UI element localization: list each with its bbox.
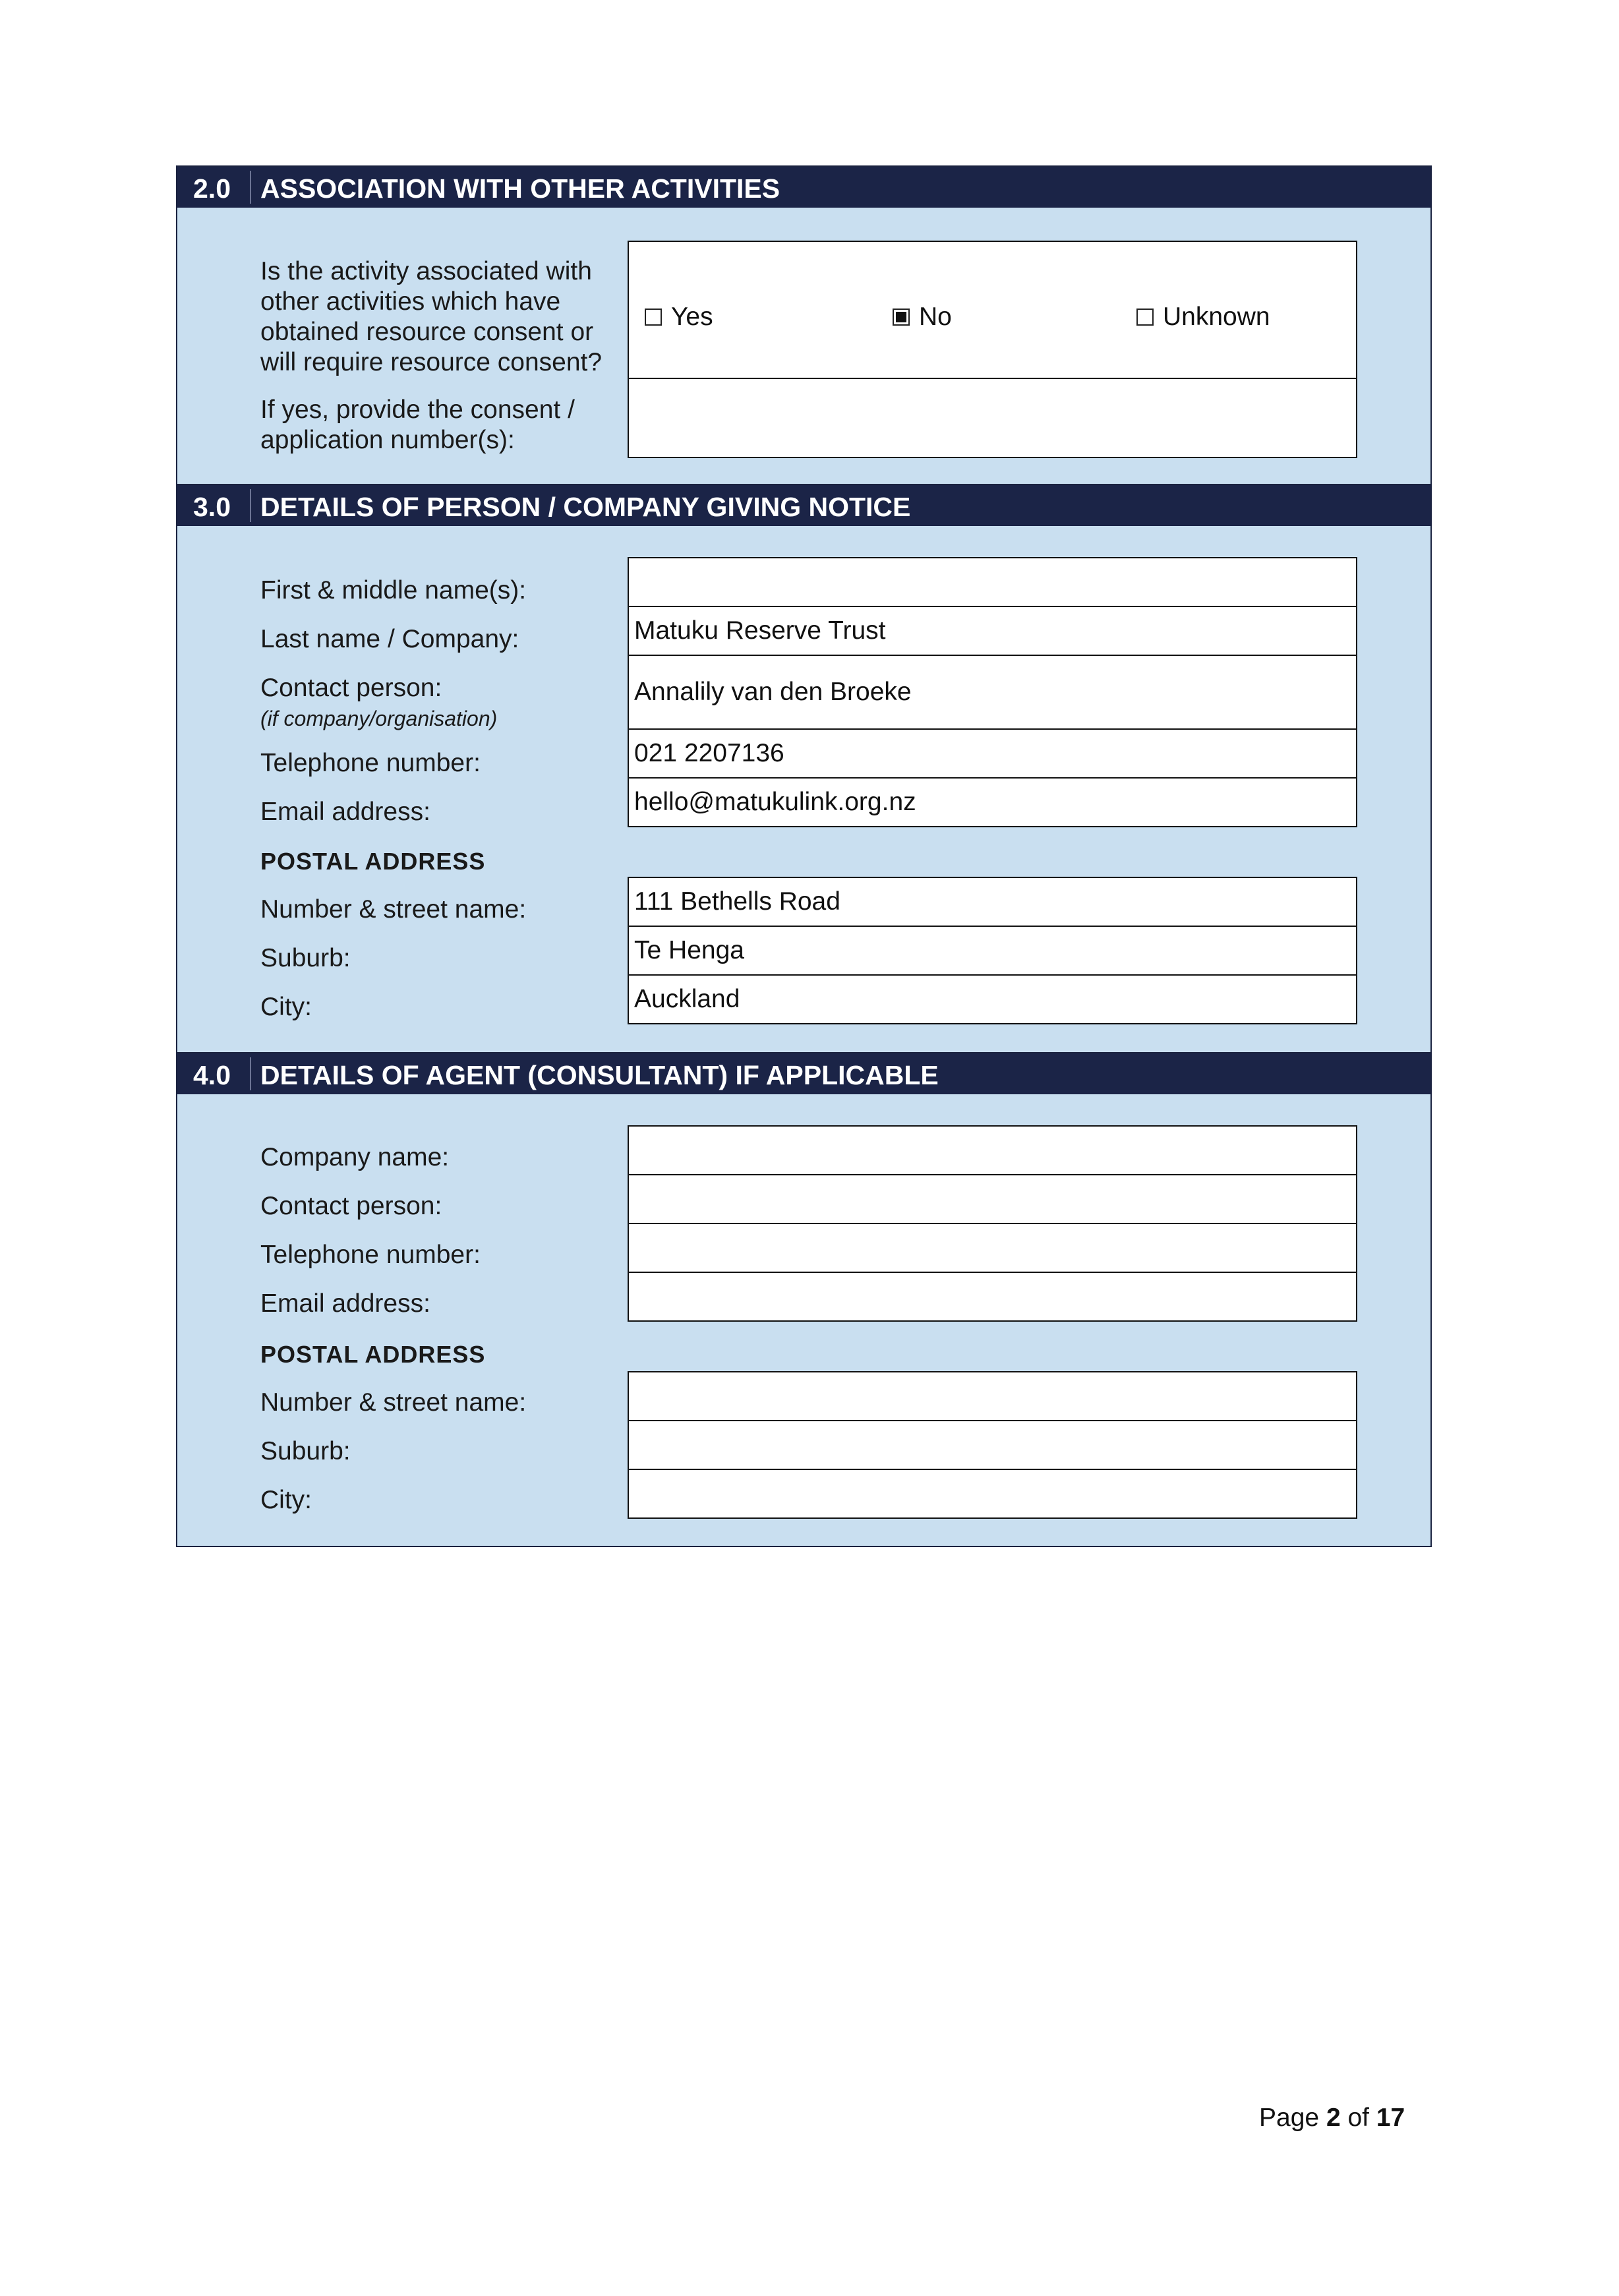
contact-person-label xyxy=(260,674,497,731)
telephone-field[interactable] xyxy=(628,1223,1357,1273)
suburb-field[interactable]: Te Henga xyxy=(628,926,1357,976)
telephone-label: Telephone number: xyxy=(260,749,481,777)
page-prefix: Page xyxy=(1259,2104,1320,2132)
association-options-box xyxy=(628,241,1357,458)
page-current: 2 xyxy=(1326,2104,1341,2132)
email-label: Email address: xyxy=(260,798,430,826)
page-total: 17 xyxy=(1376,2104,1405,2132)
email-label: Email address: xyxy=(260,1289,430,1318)
checkbox-yes[interactable] xyxy=(645,309,662,326)
section-association xyxy=(176,165,1432,485)
street-field[interactable] xyxy=(628,1371,1357,1421)
question-line: Is the activity associated with xyxy=(260,257,592,285)
section-agent-details xyxy=(176,1052,1432,1547)
section-header xyxy=(177,1053,1430,1094)
association-question xyxy=(260,256,602,378)
section-person-details xyxy=(176,484,1432,1053)
consent-number-label xyxy=(260,395,575,456)
postal-address-heading: POSTAL ADDRESS xyxy=(260,848,486,875)
last-name-label: Last name / Company: xyxy=(260,625,519,653)
option-yes[interactable] xyxy=(645,303,713,332)
city-field[interactable] xyxy=(628,1469,1357,1519)
telephone-label: Telephone number: xyxy=(260,1241,481,1269)
street-label: Number & street name: xyxy=(260,1388,527,1417)
question-line: obtained resource consent or xyxy=(260,318,594,346)
contact-label-text: Contact person: xyxy=(260,674,442,702)
header-divider xyxy=(250,1057,251,1090)
header-divider xyxy=(250,171,251,204)
suburb-field[interactable] xyxy=(628,1420,1357,1470)
first-name-label: First & middle name(s): xyxy=(260,576,527,604)
section-title: DETAILS OF AGENT (CONSULTANT) IF APPLICABLE xyxy=(260,1060,939,1090)
contact-person-field[interactable]: Annalily van den Broeke xyxy=(628,655,1357,730)
last-name-field[interactable]: Matuku Reserve Trust xyxy=(628,606,1357,656)
section-header xyxy=(177,167,1430,208)
postal-address-heading: POSTAL ADDRESS xyxy=(260,1341,486,1368)
section-header xyxy=(177,485,1430,526)
option-label: No xyxy=(919,303,952,331)
suburb-label: Suburb: xyxy=(260,944,351,972)
street-field[interactable]: 111 Bethells Road xyxy=(628,877,1357,927)
company-name-field[interactable] xyxy=(628,1125,1357,1175)
city-label: City: xyxy=(260,1486,312,1514)
header-divider xyxy=(250,489,251,522)
page-number xyxy=(1259,2104,1405,2133)
option-label: Yes xyxy=(671,303,713,331)
suburb-label: Suburb: xyxy=(260,1437,351,1465)
street-label: Number & street name: xyxy=(260,895,527,924)
question-line: will require resource consent? xyxy=(260,348,603,376)
section-title: DETAILS OF PERSON / COMPANY GIVING NOTICE xyxy=(260,492,911,522)
email-field[interactable] xyxy=(628,1272,1357,1322)
section-number: 3.0 xyxy=(193,492,231,522)
option-no[interactable] xyxy=(893,303,952,332)
section-title: ASSOCIATION WITH OTHER ACTIVITIES xyxy=(260,173,780,204)
options-divider xyxy=(629,378,1356,379)
contact-person-field[interactable] xyxy=(628,1174,1357,1224)
option-label: Unknown xyxy=(1163,303,1270,331)
section-number: 2.0 xyxy=(193,173,231,204)
city-field[interactable]: Auckland xyxy=(628,974,1357,1024)
checkbox-no[interactable] xyxy=(893,309,910,326)
contact-person-label: Contact person: xyxy=(260,1192,442,1220)
city-label: City: xyxy=(260,993,312,1021)
followup-line: application number(s): xyxy=(260,426,515,454)
option-unknown[interactable] xyxy=(1136,303,1270,332)
followup-line: If yes, provide the consent / xyxy=(260,396,575,424)
company-name-label: Company name: xyxy=(260,1143,450,1171)
checkbox-unknown[interactable] xyxy=(1136,309,1154,326)
page-of: of xyxy=(1347,2104,1370,2132)
telephone-field[interactable]: 021 2207136 xyxy=(628,728,1357,779)
email-field[interactable]: hello@matukulink.org.nz xyxy=(628,777,1357,827)
section-number: 4.0 xyxy=(193,1060,231,1090)
question-line: other activities which have xyxy=(260,287,561,316)
contact-sublabel: (if company/organisation) xyxy=(260,707,498,730)
first-name-field[interactable] xyxy=(628,557,1357,607)
